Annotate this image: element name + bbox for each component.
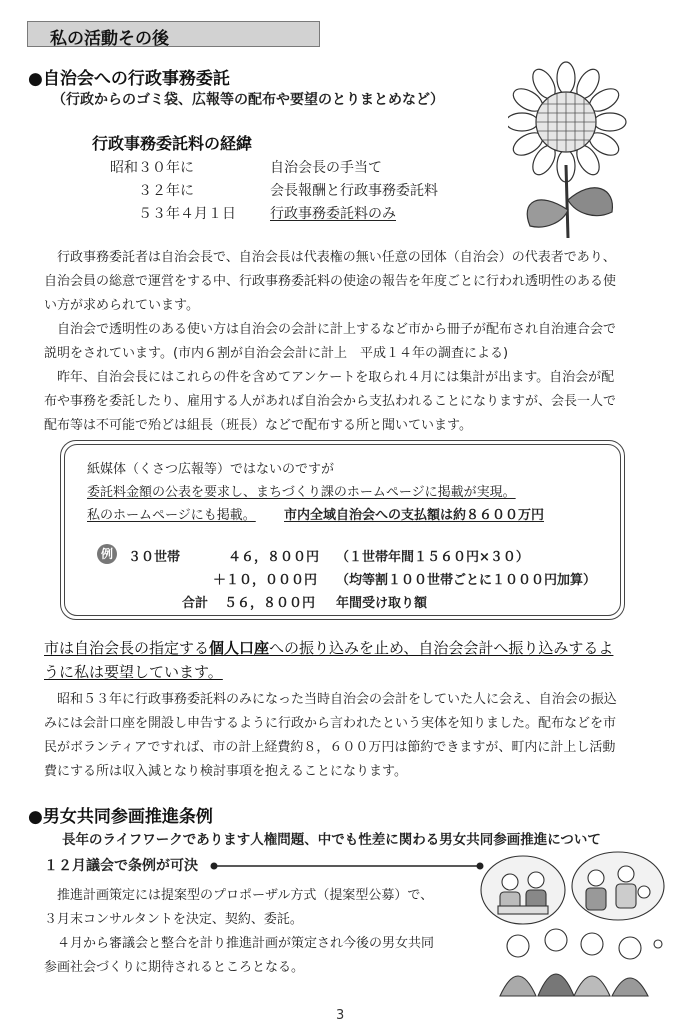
- section-header: [27, 21, 320, 47]
- paragraph-line: 費にする所は収入減となり検討事項を抱えることになります。: [44, 764, 407, 779]
- total-label: 合計: [182, 596, 209, 611]
- example-badge: 例: [97, 544, 117, 564]
- section1-title: ●自治会への行政事務委託: [28, 69, 230, 89]
- paragraph-line: い方が求められています。: [44, 298, 199, 313]
- sunflower-illustration: [508, 40, 628, 240]
- history-desc: 自治会長の手当て: [270, 160, 382, 176]
- section2-line: 推進計画策定には提案型のプロポーザル方式（提案型公募）で、: [44, 888, 434, 903]
- request-text: 市は自治会長の指定する: [44, 639, 210, 657]
- paragraph-line: 昭和５３年に行政事務委託料のみになった当時自治会の会計をしていた人に会え、自治会の振込: [44, 692, 617, 707]
- request-text: への振り込みを止め、自治会会計へ振り込みするよ: [269, 639, 614, 657]
- calc-note: （均等割１００世帯ごとに１０００円加算）: [336, 573, 597, 588]
- paragraph-line: 自治会員の総意で運営をする中、行政事務委託料の使途の報告を年度ごとに行われ透明性のある使: [44, 274, 617, 289]
- section2-title: ●男女共同参画推進条例: [28, 807, 213, 827]
- history-date: ５３年４月１日: [138, 206, 236, 222]
- request-emphasis: 個人口座: [209, 639, 270, 657]
- leader-line: [208, 859, 488, 873]
- box-line: 紙媒体（くさつ広報等）ではないのですが: [87, 462, 335, 477]
- request-line: [44, 637, 613, 658]
- section-header-title: 私の活動その後: [50, 29, 169, 49]
- total-value: ５６，８００円: [224, 596, 316, 611]
- total-note: 年間受け取り額: [336, 596, 428, 611]
- box-line-amount: 市内全域自治会への支払額は約８６００万円: [284, 508, 545, 523]
- history-desc: 会長報酬と行政事務委託料: [270, 183, 438, 199]
- paragraph-line: 昨年、自治会長にはこれらの件を含めてアンケートを取られ４月には集計が出ます。自治会が配: [44, 370, 615, 385]
- box-line: 委託料金額の公表を要求し、まちづくり課のホームページに掲載が実現。: [87, 485, 516, 500]
- calc-value: ＋１０，０００円: [213, 573, 318, 588]
- request-line: うに私は要望しています。: [44, 663, 223, 681]
- paragraph-line: 自治会で透明性のある使い方は自治会の会計に計上するなど市から冊子が配布され自治連合会で: [44, 322, 617, 337]
- paragraph-line: 説明をされています。(市内６割が自治会会計に計上 平成１４年の調査による): [44, 346, 509, 361]
- section2-lead: 長年のライフワークであります人権問題、中でも性差に関わる男女共同参画推進について: [62, 832, 601, 848]
- section1-subtitle: （行政からのゴミ袋、広報等の配布や要望のとりまとめなど）: [52, 92, 444, 108]
- calc-value: ４６，８００円: [228, 550, 320, 565]
- paragraph-line: 布や事務を委託したり、雇用する人があれば自治会から支払われることになりますが、会長一人で: [44, 394, 617, 409]
- history-desc: 行政事務委託料のみ: [270, 206, 396, 222]
- page-number: 3: [336, 1008, 345, 1023]
- paragraph-line: 民がボランティアですれば、市の計上経費約８，６００万円は節約できますが、町内に計上し活動: [44, 740, 616, 755]
- section2-line: ４月から審議会と整合を計り推進計画が策定され今後の男女共同: [44, 936, 435, 951]
- section2-sub: １２月議会で条例が可決: [44, 858, 198, 874]
- paragraph-line: 配布等は不可能で殆どは組長（班長）などで配布する所と聞いています。: [44, 418, 472, 433]
- people-illustration: [478, 848, 668, 998]
- calc-label: ３０世帯: [128, 550, 181, 565]
- paragraph-line: みには会計口座を開設し申告するように行政から言われたという実体を知りました。配布などを市: [44, 716, 617, 731]
- calc-note: （１世帯年間１５６０円×３０）: [336, 550, 529, 565]
- history-date: ３２年に: [138, 183, 194, 199]
- section2-line: 参画社会づくりに期待されるところとなる。: [44, 960, 305, 975]
- history-title: 行政事務委託料の経緯: [92, 134, 253, 153]
- box-line: 私のホームページにも掲載。: [87, 508, 256, 523]
- history-date: 昭和３０年に: [110, 160, 194, 176]
- section2-line: ３月末コンサルタントを決定、契約、委託。: [44, 912, 303, 927]
- paragraph-line: 行政事務委託者は自治会長で、自治会長は代表権の無い任意の団体（自治会）の代表者であり、: [44, 250, 616, 265]
